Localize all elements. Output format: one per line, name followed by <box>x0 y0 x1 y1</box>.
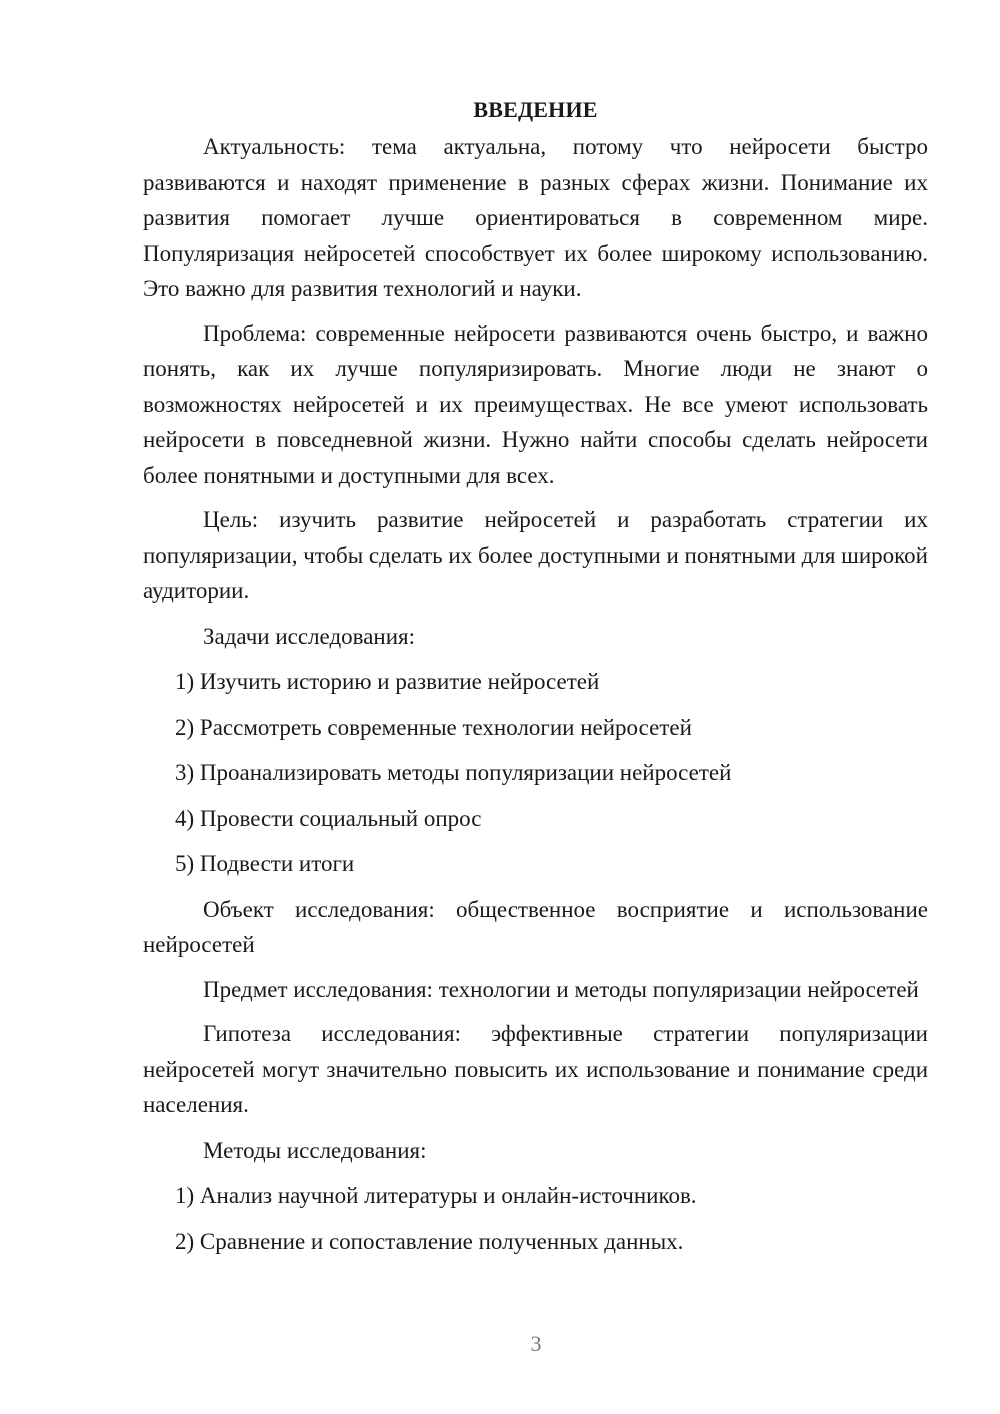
page-number: 3 <box>530 1331 542 1356</box>
method-item: 2) Сравнение и сопоставление полученных данных. <box>175 1228 684 1254</box>
section-title: ВВЕДЕНИЕ <box>473 97 598 122</box>
task-item: 3) Проанализировать методы популяризации нейросетей <box>175 760 732 785</box>
hypothesis-paragraph: Гипотеза исследования: эффективные стратегии популяризации нейросетей могут значительно повысить их использование и понимание среди населения. <box>143 1021 928 1117</box>
relevance-paragraph: Актуальность: тема актуальна, потому что нейросети быстро развиваются и находят применение в разных сферах жизни. Понимание их развития помогает лучше ориентироваться в современном мире. Популяризация нейросетей способствует их более широкому использованию. Это важно для развития технологий и науки. <box>143 134 928 301</box>
method-item: 1) Анализ научной литературы и онлайн-источников. <box>175 1183 697 1208</box>
task-item: 5) Подвести итоги <box>175 851 355 876</box>
methods-list <box>143 1178 928 1259</box>
task-item: 1) Изучить историю и развитие нейросетей <box>175 669 600 694</box>
object-paragraph: Объект исследования: общественное восприятие и использование нейросетей <box>143 896 928 957</box>
goal-paragraph: Цель: изучить развитие нейросетей и разработать стратегии их популяризации, чтобы сделать их более доступными и понятными для широкой аудитории. <box>143 507 928 603</box>
document-page <box>143 92 928 1269</box>
tasks-list <box>143 664 928 882</box>
methods-heading: Методы исследования: <box>203 1137 427 1163</box>
task-item: 2) Рассмотреть современные технологии нейросетей <box>175 714 692 740</box>
task-item: 4) Провести социальный опрос <box>175 805 482 831</box>
subject-paragraph: Предмет исследования: технологии и методы популяризации нейросетей <box>203 976 919 1002</box>
tasks-heading: Задачи исследования: <box>203 623 416 649</box>
problem-paragraph: Проблема: современные нейросети развиваются очень быстро, и важно понять, как их лучше популяризировать. Многие люди не знают о возможностях нейросетей и их преимуществах. Не все умеют использовать нейросети в повседневной жизни. Нужно найти способы сделать нейросети более понятными и доступными для всех. <box>143 320 928 488</box>
